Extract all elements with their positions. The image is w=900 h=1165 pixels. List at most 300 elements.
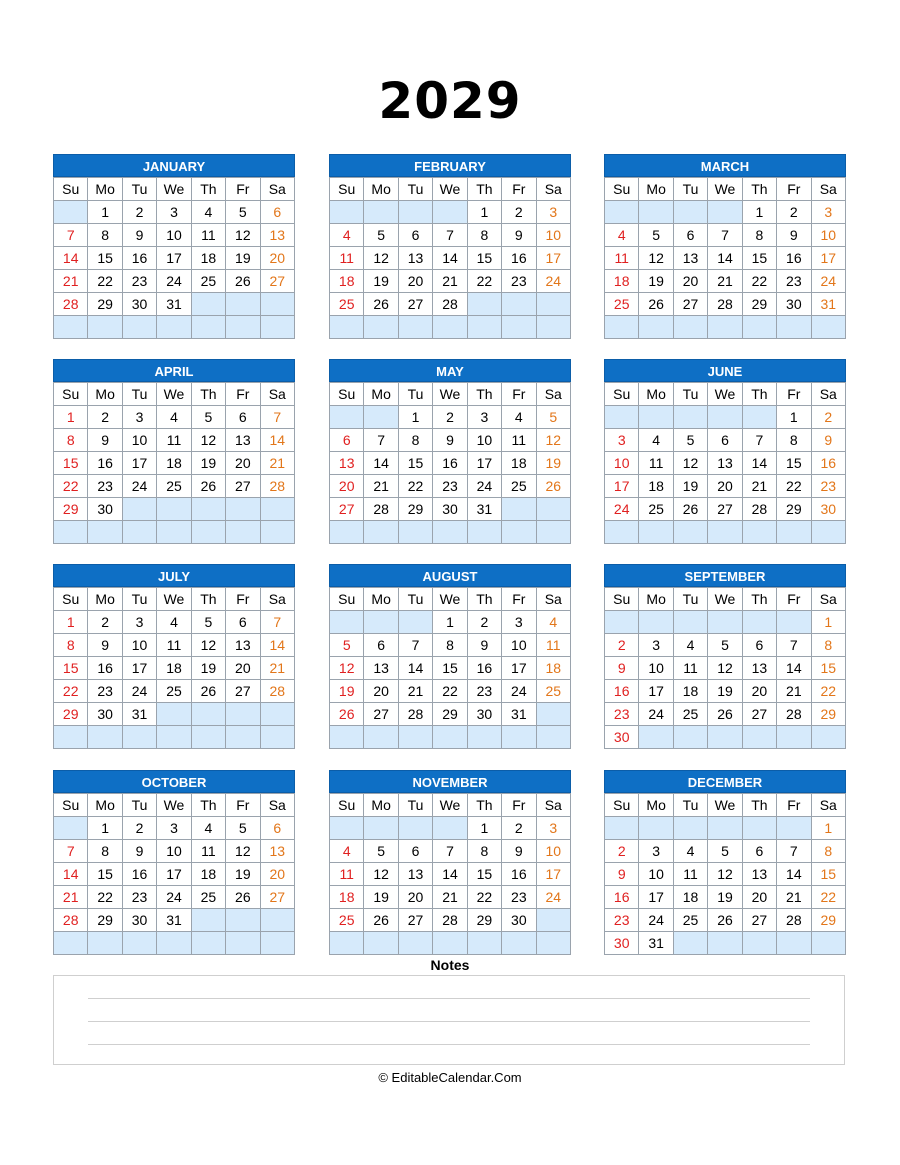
day-cell[interactable]: 8 — [811, 634, 845, 657]
day-cell[interactable]: 16 — [605, 680, 639, 703]
day-cell[interactable]: 5 — [673, 429, 707, 452]
day-cell[interactable]: 12 — [191, 429, 225, 452]
day-cell[interactable]: 8 — [88, 224, 122, 247]
day-cell[interactable]: 19 — [364, 886, 398, 909]
day-cell[interactable]: 27 — [398, 293, 432, 316]
day-cell[interactable]: 2 — [811, 406, 845, 429]
day-cell[interactable]: 24 — [605, 498, 639, 521]
day-cell[interactable]: 14 — [777, 657, 811, 680]
day-cell[interactable]: 20 — [673, 270, 707, 293]
day-cell[interactable]: 8 — [742, 224, 776, 247]
day-cell[interactable]: 18 — [157, 657, 191, 680]
day-cell[interactable]: 18 — [191, 863, 225, 886]
day-cell[interactable]: 1 — [88, 201, 122, 224]
day-cell[interactable]: 14 — [433, 247, 467, 270]
day-cell[interactable]: 4 — [157, 406, 191, 429]
day-cell[interactable]: 10 — [157, 224, 191, 247]
day-cell[interactable]: 20 — [260, 863, 294, 886]
day-cell[interactable]: 29 — [54, 703, 88, 726]
day-cell[interactable]: 27 — [226, 475, 260, 498]
day-cell[interactable]: 30 — [88, 703, 122, 726]
day-cell[interactable]: 27 — [708, 498, 742, 521]
day-cell[interactable]: 1 — [54, 406, 88, 429]
day-cell[interactable]: 19 — [226, 863, 260, 886]
day-cell[interactable]: 3 — [502, 611, 536, 634]
day-cell[interactable]: 22 — [467, 270, 501, 293]
day-cell[interactable]: 31 — [157, 909, 191, 932]
day-cell[interactable]: 12 — [330, 657, 364, 680]
day-cell[interactable]: 7 — [742, 429, 776, 452]
day-cell[interactable]: 1 — [811, 611, 845, 634]
day-cell[interactable]: 11 — [157, 634, 191, 657]
day-cell[interactable]: 25 — [157, 680, 191, 703]
day-cell[interactable]: 7 — [260, 406, 294, 429]
day-cell[interactable]: 30 — [433, 498, 467, 521]
day-cell[interactable]: 3 — [639, 634, 673, 657]
day-cell[interactable]: 1 — [398, 406, 432, 429]
day-cell[interactable]: 13 — [398, 863, 432, 886]
day-cell[interactable]: 15 — [742, 247, 776, 270]
day-cell[interactable]: 5 — [364, 224, 398, 247]
day-cell[interactable]: 2 — [433, 406, 467, 429]
day-cell[interactable]: 18 — [330, 270, 364, 293]
day-cell[interactable]: 26 — [673, 498, 707, 521]
day-cell[interactable]: 8 — [777, 429, 811, 452]
day-cell[interactable]: 11 — [157, 429, 191, 452]
day-cell[interactable]: 29 — [777, 498, 811, 521]
day-cell[interactable]: 15 — [88, 247, 122, 270]
day-cell[interactable]: 19 — [191, 452, 225, 475]
notes-box[interactable] — [53, 975, 845, 1065]
day-cell[interactable]: 18 — [673, 680, 707, 703]
day-cell[interactable]: 4 — [157, 611, 191, 634]
day-cell[interactable]: 13 — [226, 429, 260, 452]
day-cell[interactable]: 6 — [708, 429, 742, 452]
day-cell[interactable]: 27 — [330, 498, 364, 521]
day-cell[interactable]: 7 — [777, 634, 811, 657]
day-cell[interactable]: 3 — [122, 611, 156, 634]
day-cell[interactable]: 8 — [467, 840, 501, 863]
day-cell[interactable]: 6 — [742, 840, 776, 863]
day-cell[interactable]: 31 — [502, 703, 536, 726]
day-cell[interactable]: 18 — [639, 475, 673, 498]
day-cell[interactable]: 10 — [122, 634, 156, 657]
day-cell[interactable]: 4 — [673, 634, 707, 657]
day-cell[interactable]: 5 — [226, 817, 260, 840]
day-cell[interactable]: 9 — [811, 429, 845, 452]
day-cell[interactable]: 2 — [502, 201, 536, 224]
day-cell[interactable]: 30 — [122, 293, 156, 316]
day-cell[interactable]: 10 — [467, 429, 501, 452]
day-cell[interactable]: 12 — [639, 247, 673, 270]
day-cell[interactable]: 23 — [88, 680, 122, 703]
day-cell[interactable]: 3 — [536, 201, 570, 224]
day-cell[interactable]: 26 — [536, 475, 570, 498]
day-cell[interactable]: 9 — [88, 429, 122, 452]
day-cell[interactable]: 20 — [742, 886, 776, 909]
day-cell[interactable]: 21 — [433, 270, 467, 293]
day-cell[interactable]: 28 — [260, 680, 294, 703]
day-cell[interactable]: 31 — [467, 498, 501, 521]
day-cell[interactable]: 25 — [330, 293, 364, 316]
day-cell[interactable]: 13 — [742, 657, 776, 680]
day-cell[interactable]: 9 — [605, 863, 639, 886]
day-cell[interactable]: 22 — [811, 680, 845, 703]
day-cell[interactable]: 10 — [536, 840, 570, 863]
day-cell[interactable]: 25 — [157, 475, 191, 498]
day-cell[interactable]: 28 — [777, 909, 811, 932]
day-cell[interactable]: 21 — [364, 475, 398, 498]
day-cell[interactable]: 14 — [54, 863, 88, 886]
day-cell[interactable]: 2 — [777, 201, 811, 224]
day-cell[interactable]: 15 — [54, 657, 88, 680]
day-cell[interactable]: 17 — [157, 863, 191, 886]
day-cell[interactable]: 18 — [673, 886, 707, 909]
day-cell[interactable]: 18 — [605, 270, 639, 293]
day-cell[interactable]: 13 — [260, 224, 294, 247]
day-cell[interactable]: 20 — [708, 475, 742, 498]
day-cell[interactable]: 20 — [398, 270, 432, 293]
day-cell[interactable]: 20 — [260, 247, 294, 270]
day-cell[interactable]: 9 — [605, 657, 639, 680]
day-cell[interactable]: 12 — [673, 452, 707, 475]
day-cell[interactable]: 25 — [191, 886, 225, 909]
day-cell[interactable]: 22 — [811, 886, 845, 909]
day-cell[interactable]: 30 — [605, 726, 639, 749]
day-cell[interactable]: 15 — [811, 657, 845, 680]
day-cell[interactable]: 25 — [191, 270, 225, 293]
day-cell[interactable]: 31 — [122, 703, 156, 726]
day-cell[interactable]: 19 — [673, 475, 707, 498]
day-cell[interactable]: 2 — [122, 817, 156, 840]
day-cell[interactable]: 1 — [467, 201, 501, 224]
day-cell[interactable]: 9 — [777, 224, 811, 247]
day-cell[interactable]: 22 — [88, 270, 122, 293]
day-cell[interactable]: 1 — [467, 817, 501, 840]
day-cell[interactable]: 9 — [122, 224, 156, 247]
day-cell[interactable]: 2 — [467, 611, 501, 634]
day-cell[interactable]: 23 — [811, 475, 845, 498]
day-cell[interactable]: 20 — [742, 680, 776, 703]
day-cell[interactable]: 23 — [88, 475, 122, 498]
day-cell[interactable]: 28 — [433, 909, 467, 932]
day-cell[interactable]: 6 — [673, 224, 707, 247]
day-cell[interactable]: 13 — [708, 452, 742, 475]
day-cell[interactable]: 21 — [742, 475, 776, 498]
day-cell[interactable]: 31 — [811, 293, 845, 316]
day-cell[interactable]: 10 — [639, 863, 673, 886]
day-cell[interactable]: 30 — [467, 703, 501, 726]
day-cell[interactable]: 5 — [536, 406, 570, 429]
day-cell[interactable]: 7 — [398, 634, 432, 657]
day-cell[interactable]: 30 — [605, 932, 639, 955]
day-cell[interactable]: 19 — [226, 247, 260, 270]
day-cell[interactable]: 19 — [191, 657, 225, 680]
day-cell[interactable]: 4 — [502, 406, 536, 429]
day-cell[interactable]: 28 — [708, 293, 742, 316]
day-cell[interactable]: 16 — [605, 886, 639, 909]
day-cell[interactable]: 25 — [639, 498, 673, 521]
day-cell[interactable]: 14 — [260, 429, 294, 452]
day-cell[interactable]: 15 — [467, 247, 501, 270]
day-cell[interactable]: 12 — [708, 657, 742, 680]
day-cell[interactable]: 20 — [330, 475, 364, 498]
day-cell[interactable]: 9 — [122, 840, 156, 863]
day-cell[interactable]: 12 — [364, 863, 398, 886]
day-cell[interactable]: 27 — [260, 886, 294, 909]
day-cell[interactable]: 5 — [330, 634, 364, 657]
day-cell[interactable]: 25 — [673, 909, 707, 932]
day-cell[interactable]: 23 — [433, 475, 467, 498]
day-cell[interactable]: 23 — [122, 270, 156, 293]
day-cell[interactable]: 5 — [226, 201, 260, 224]
day-cell[interactable]: 20 — [226, 452, 260, 475]
day-cell[interactable]: 10 — [122, 429, 156, 452]
day-cell[interactable]: 27 — [260, 270, 294, 293]
day-cell[interactable]: 25 — [502, 475, 536, 498]
day-cell[interactable]: 23 — [467, 680, 501, 703]
day-cell[interactable]: 23 — [605, 703, 639, 726]
day-cell[interactable]: 12 — [708, 863, 742, 886]
day-cell[interactable]: 29 — [467, 909, 501, 932]
day-cell[interactable]: 31 — [157, 293, 191, 316]
day-cell[interactable]: 18 — [536, 657, 570, 680]
day-cell[interactable]: 30 — [88, 498, 122, 521]
day-cell[interactable]: 24 — [502, 680, 536, 703]
day-cell[interactable]: 11 — [639, 452, 673, 475]
day-cell[interactable]: 4 — [191, 201, 225, 224]
day-cell[interactable]: 1 — [88, 817, 122, 840]
day-cell[interactable]: 20 — [364, 680, 398, 703]
day-cell[interactable]: 29 — [54, 498, 88, 521]
day-cell[interactable]: 27 — [673, 293, 707, 316]
day-cell[interactable]: 7 — [708, 224, 742, 247]
day-cell[interactable]: 16 — [777, 247, 811, 270]
day-cell[interactable]: 4 — [536, 611, 570, 634]
day-cell[interactable]: 19 — [536, 452, 570, 475]
day-cell[interactable]: 29 — [88, 909, 122, 932]
day-cell[interactable]: 10 — [536, 224, 570, 247]
day-cell[interactable]: 13 — [330, 452, 364, 475]
day-cell[interactable]: 29 — [811, 909, 845, 932]
day-cell[interactable]: 9 — [502, 224, 536, 247]
day-cell[interactable]: 27 — [742, 703, 776, 726]
day-cell[interactable]: 7 — [364, 429, 398, 452]
day-cell[interactable]: 28 — [433, 293, 467, 316]
day-cell[interactable]: 11 — [536, 634, 570, 657]
day-cell[interactable]: 26 — [364, 909, 398, 932]
day-cell[interactable]: 3 — [639, 840, 673, 863]
day-cell[interactable]: 17 — [122, 657, 156, 680]
day-cell[interactable]: 22 — [398, 475, 432, 498]
day-cell[interactable]: 12 — [364, 247, 398, 270]
day-cell[interactable]: 28 — [777, 703, 811, 726]
day-cell[interactable]: 21 — [54, 270, 88, 293]
day-cell[interactable]: 19 — [364, 270, 398, 293]
day-cell[interactable]: 26 — [226, 270, 260, 293]
day-cell[interactable]: 14 — [742, 452, 776, 475]
day-cell[interactable]: 22 — [88, 886, 122, 909]
day-cell[interactable]: 2 — [88, 406, 122, 429]
day-cell[interactable]: 30 — [811, 498, 845, 521]
day-cell[interactable]: 7 — [777, 840, 811, 863]
day-cell[interactable]: 24 — [467, 475, 501, 498]
day-cell[interactable]: 14 — [54, 247, 88, 270]
day-cell[interactable]: 16 — [467, 657, 501, 680]
day-cell[interactable]: 16 — [811, 452, 845, 475]
day-cell[interactable]: 3 — [157, 201, 191, 224]
day-cell[interactable]: 11 — [191, 840, 225, 863]
day-cell[interactable]: 4 — [673, 840, 707, 863]
day-cell[interactable]: 10 — [811, 224, 845, 247]
day-cell[interactable]: 6 — [330, 429, 364, 452]
day-cell[interactable]: 8 — [54, 634, 88, 657]
day-cell[interactable]: 18 — [191, 247, 225, 270]
day-cell[interactable]: 15 — [398, 452, 432, 475]
day-cell[interactable]: 15 — [54, 452, 88, 475]
day-cell[interactable]: 23 — [122, 886, 156, 909]
day-cell[interactable]: 14 — [398, 657, 432, 680]
day-cell[interactable]: 25 — [330, 909, 364, 932]
day-cell[interactable]: 27 — [226, 680, 260, 703]
day-cell[interactable]: 13 — [742, 863, 776, 886]
day-cell[interactable]: 2 — [605, 840, 639, 863]
day-cell[interactable]: 25 — [605, 293, 639, 316]
day-cell[interactable]: 6 — [226, 611, 260, 634]
day-cell[interactable]: 29 — [433, 703, 467, 726]
day-cell[interactable]: 5 — [708, 634, 742, 657]
day-cell[interactable]: 11 — [330, 863, 364, 886]
day-cell[interactable]: 31 — [639, 932, 673, 955]
day-cell[interactable]: 4 — [191, 817, 225, 840]
day-cell[interactable]: 30 — [502, 909, 536, 932]
day-cell[interactable]: 28 — [54, 293, 88, 316]
day-cell[interactable]: 15 — [777, 452, 811, 475]
day-cell[interactable]: 7 — [54, 224, 88, 247]
day-cell[interactable]: 26 — [639, 293, 673, 316]
day-cell[interactable]: 27 — [398, 909, 432, 932]
day-cell[interactable]: 3 — [811, 201, 845, 224]
day-cell[interactable]: 21 — [433, 886, 467, 909]
day-cell[interactable]: 3 — [467, 406, 501, 429]
day-cell[interactable]: 26 — [364, 293, 398, 316]
day-cell[interactable]: 10 — [605, 452, 639, 475]
day-cell[interactable]: 12 — [191, 634, 225, 657]
day-cell[interactable]: 28 — [364, 498, 398, 521]
day-cell[interactable]: 28 — [54, 909, 88, 932]
day-cell[interactable]: 26 — [708, 909, 742, 932]
day-cell[interactable]: 17 — [467, 452, 501, 475]
day-cell[interactable]: 21 — [777, 886, 811, 909]
day-cell[interactable]: 3 — [122, 406, 156, 429]
day-cell[interactable]: 4 — [330, 224, 364, 247]
day-cell[interactable]: 24 — [536, 270, 570, 293]
day-cell[interactable]: 19 — [330, 680, 364, 703]
day-cell[interactable]: 11 — [502, 429, 536, 452]
day-cell[interactable]: 10 — [639, 657, 673, 680]
day-cell[interactable]: 7 — [260, 611, 294, 634]
day-cell[interactable]: 15 — [433, 657, 467, 680]
day-cell[interactable]: 19 — [639, 270, 673, 293]
day-cell[interactable]: 20 — [226, 657, 260, 680]
day-cell[interactable]: 4 — [639, 429, 673, 452]
day-cell[interactable]: 28 — [398, 703, 432, 726]
day-cell[interactable]: 18 — [330, 886, 364, 909]
day-cell[interactable]: 17 — [811, 247, 845, 270]
day-cell[interactable]: 22 — [54, 475, 88, 498]
day-cell[interactable]: 21 — [398, 680, 432, 703]
day-cell[interactable]: 13 — [364, 657, 398, 680]
day-cell[interactable]: 16 — [502, 247, 536, 270]
day-cell[interactable]: 29 — [398, 498, 432, 521]
day-cell[interactable]: 26 — [191, 475, 225, 498]
day-cell[interactable]: 9 — [467, 634, 501, 657]
day-cell[interactable]: 22 — [433, 680, 467, 703]
day-cell[interactable]: 17 — [122, 452, 156, 475]
day-cell[interactable]: 13 — [260, 840, 294, 863]
day-cell[interactable]: 3 — [536, 817, 570, 840]
day-cell[interactable]: 11 — [330, 247, 364, 270]
day-cell[interactable]: 7 — [433, 840, 467, 863]
day-cell[interactable]: 19 — [708, 886, 742, 909]
day-cell[interactable]: 22 — [742, 270, 776, 293]
day-cell[interactable]: 26 — [708, 703, 742, 726]
day-cell[interactable]: 12 — [536, 429, 570, 452]
day-cell[interactable]: 15 — [88, 863, 122, 886]
day-cell[interactable]: 21 — [708, 270, 742, 293]
day-cell[interactable]: 24 — [157, 270, 191, 293]
day-cell[interactable]: 16 — [88, 657, 122, 680]
day-cell[interactable]: 3 — [157, 817, 191, 840]
day-cell[interactable]: 11 — [673, 657, 707, 680]
day-cell[interactable]: 2 — [502, 817, 536, 840]
day-cell[interactable]: 9 — [433, 429, 467, 452]
day-cell[interactable]: 8 — [88, 840, 122, 863]
day-cell[interactable]: 5 — [639, 224, 673, 247]
day-cell[interactable]: 5 — [191, 611, 225, 634]
day-cell[interactable]: 4 — [605, 224, 639, 247]
day-cell[interactable]: 24 — [639, 703, 673, 726]
day-cell[interactable]: 6 — [398, 224, 432, 247]
day-cell[interactable]: 23 — [502, 886, 536, 909]
day-cell[interactable]: 13 — [398, 247, 432, 270]
day-cell[interactable]: 15 — [467, 863, 501, 886]
day-cell[interactable]: 10 — [502, 634, 536, 657]
day-cell[interactable]: 30 — [777, 293, 811, 316]
day-cell[interactable]: 28 — [742, 498, 776, 521]
day-cell[interactable]: 7 — [433, 224, 467, 247]
day-cell[interactable]: 5 — [708, 840, 742, 863]
day-cell[interactable]: 8 — [811, 840, 845, 863]
day-cell[interactable]: 2 — [122, 201, 156, 224]
day-cell[interactable]: 9 — [502, 840, 536, 863]
day-cell[interactable]: 24 — [122, 475, 156, 498]
day-cell[interactable]: 4 — [330, 840, 364, 863]
day-cell[interactable]: 26 — [330, 703, 364, 726]
day-cell[interactable]: 11 — [191, 224, 225, 247]
day-cell[interactable]: 25 — [673, 703, 707, 726]
day-cell[interactable]: 8 — [467, 224, 501, 247]
day-cell[interactable]: 1 — [433, 611, 467, 634]
day-cell[interactable]: 7 — [54, 840, 88, 863]
day-cell[interactable]: 2 — [88, 611, 122, 634]
day-cell[interactable]: 28 — [260, 475, 294, 498]
day-cell[interactable]: 24 — [122, 680, 156, 703]
day-cell[interactable]: 8 — [433, 634, 467, 657]
day-cell[interactable]: 30 — [122, 909, 156, 932]
day-cell[interactable]: 17 — [536, 863, 570, 886]
day-cell[interactable]: 13 — [226, 634, 260, 657]
